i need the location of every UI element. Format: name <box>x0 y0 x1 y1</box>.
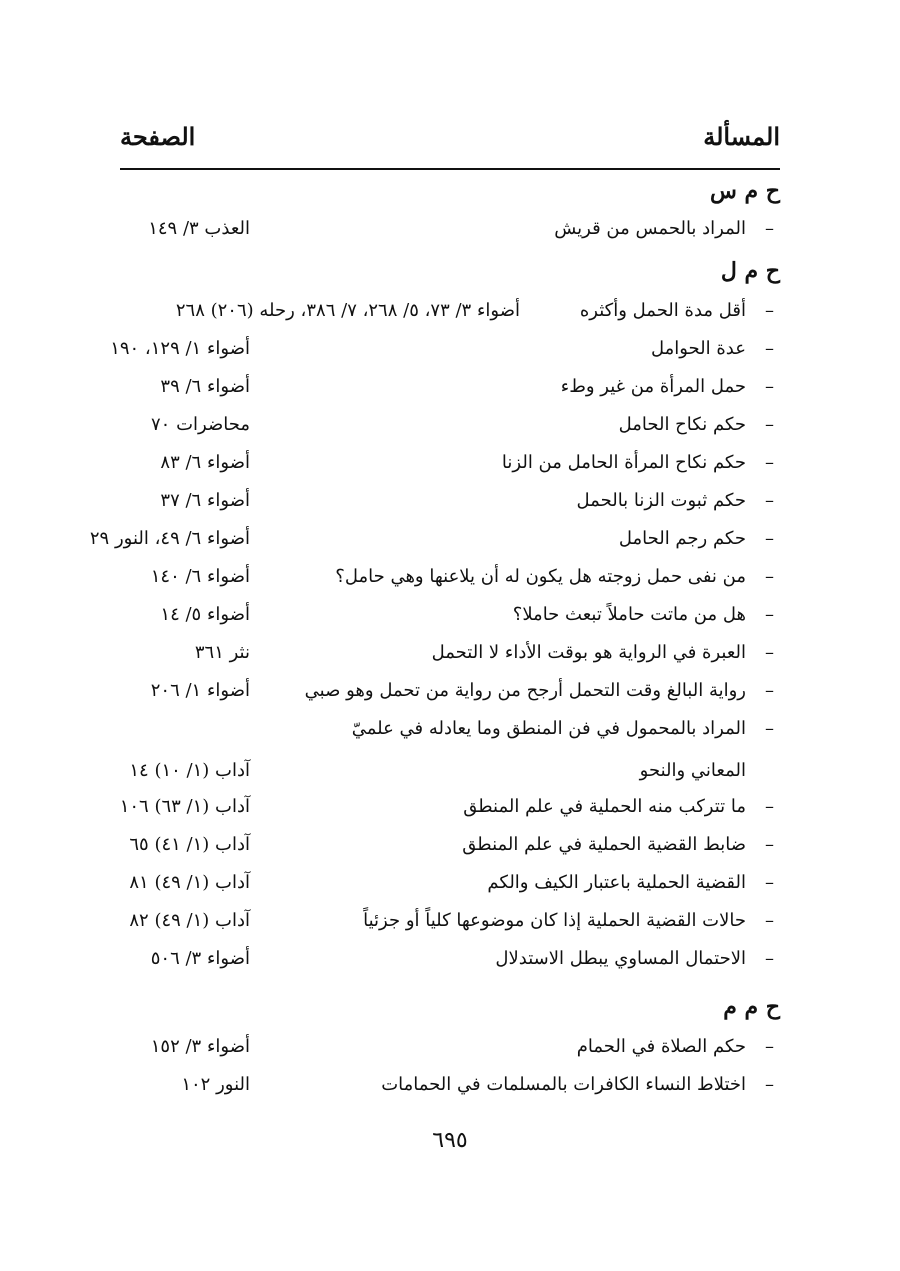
entry-text: حكم الصلاة في الحمام <box>576 1036 746 1057</box>
index-entry <box>120 1070 780 1100</box>
entry-dash: – <box>765 718 774 739</box>
index-entry <box>120 214 780 244</box>
entry-reference: أضواء ٣/ ٥٠٦ <box>150 948 250 969</box>
entry-dash: – <box>765 910 774 931</box>
entry-dash: – <box>765 642 774 663</box>
entry-reference: آداب (١/ ١٠) ١٤ <box>129 760 250 781</box>
entry-text: المراد بالحمس من قريش <box>554 218 746 239</box>
entry-dash: – <box>765 376 774 397</box>
section-heading: ح م س <box>710 178 780 204</box>
index-entry <box>120 906 780 936</box>
entry-reference: آداب (١/ ٤٩) ٨١ <box>129 872 250 893</box>
index-entry <box>120 1032 780 1062</box>
entry-dash: – <box>765 218 774 239</box>
section-heading: ح م ل <box>720 258 780 284</box>
index-entry <box>120 448 780 478</box>
entry-dash: – <box>765 1074 774 1095</box>
entry-reference: العذب ٣/ ١٤٩ <box>148 218 250 239</box>
index-entry <box>120 944 780 974</box>
issue-column-heading: المسألة <box>703 122 780 151</box>
entry-text: ضابط القضية الحملية في علم المنطق <box>462 834 746 855</box>
entry-reference: نثر ٣٦١ <box>194 642 250 663</box>
entry-text: حكم نكاح المرأة الحامل من الزنا <box>501 452 746 473</box>
entry-text: المراد بالمحمول في فن المنطق وما يعادله في علميّ <box>351 718 746 739</box>
entry-reference: أضواء ٦/ ٨٣ <box>160 452 250 473</box>
entry-dash: – <box>765 680 774 701</box>
entry-text: رواية البالغ وقت التحمل أرجح من رواية من تحمل وهو صبي <box>304 680 746 701</box>
index-entry <box>89 524 780 554</box>
index-entry <box>120 676 780 706</box>
entry-dash: – <box>765 834 774 855</box>
page-number: ٦٩٥ <box>432 1128 468 1153</box>
entry-text: حكم ثبوت الزنا بالحمل <box>576 490 746 511</box>
entry-dash: – <box>765 528 774 549</box>
entry-text: الاحتمال المساوي يبطل الاستدلال <box>495 948 746 969</box>
page-header <box>120 122 780 162</box>
entry-text: عدة الحوامل <box>650 338 746 359</box>
index-entry <box>120 410 780 440</box>
entry-dash: – <box>765 338 774 359</box>
entry-reference: آداب (١/ ٦٣) ١٠٦ <box>119 796 250 817</box>
entry-reference: أضواء ١/ ٢٠٦ <box>150 680 250 701</box>
entry-text: هل من ماتت حاملاً تبعث حاملا؟ <box>512 604 746 625</box>
index-entry <box>120 600 780 630</box>
entry-text: اختلاط النساء الكافرات بالمسلمات في الحمامات <box>381 1074 746 1095</box>
index-entry <box>120 830 780 860</box>
entry-reference: آداب (١/ ٤١) ٦٥ <box>129 834 250 855</box>
entry-continuation: المعاني والنحو <box>639 760 746 781</box>
index-entry <box>120 868 780 898</box>
index-entry <box>120 486 780 516</box>
entry-reference: أضواء ٦/ ٣٩ <box>160 376 250 397</box>
entry-reference: آداب (١/ ٤٩) ٨٢ <box>129 910 250 931</box>
entry-reference: أضواء ٣/ ١٥٢ <box>150 1036 250 1057</box>
entry-reference: أضواء ٥/ ١٤ <box>160 604 250 625</box>
entry-reference: أضواء ٣/ ٧٣، ٥/ ٢٦٨، ٧/ ٣٨٦، رحله (٢٠٦) ٢٦٨ <box>175 300 520 321</box>
entry-dash: – <box>765 796 774 817</box>
index-entry <box>110 334 780 364</box>
entry-dash: – <box>765 566 774 587</box>
index-entry <box>120 296 780 326</box>
entry-dash: – <box>765 414 774 435</box>
entry-dash: – <box>765 452 774 473</box>
entry-text: ما تتركب منه الحملية في علم المنطق <box>463 796 746 817</box>
entry-reference: محاضرات ٧٠ <box>151 414 250 435</box>
header-rule <box>120 168 780 170</box>
entry-text: القضية الحملية باعتبار الكيف والكم <box>487 872 746 893</box>
index-entry <box>120 638 780 668</box>
entry-dash: – <box>765 1036 774 1057</box>
entry-dash: – <box>765 604 774 625</box>
entry-text: حكم رجم الحامل <box>618 528 746 549</box>
entry-dash: – <box>765 490 774 511</box>
entry-text: العبرة في الرواية هو بوقت الأداء لا التحمل <box>431 642 746 663</box>
index-entry <box>120 714 780 744</box>
entry-text: حكم نكاح الحامل <box>618 414 746 435</box>
entry-text: حالات القضية الحملية إذا كان موضوعها كلياً أو جزئياً <box>363 910 746 931</box>
entry-reference: أضواء ١/ ١٢٩، ١٩٠ <box>110 338 250 359</box>
index-entry <box>120 372 780 402</box>
entry-text: حمل المرأة من غير وطء <box>560 376 746 397</box>
entry-reference: النور ١٠٢ <box>181 1074 250 1095</box>
index-entry <box>120 792 780 822</box>
entry-reference: أضواء ٦/ ٤٩، النور ٢٩ <box>89 528 250 549</box>
page-column-heading: الصفحة <box>120 122 196 151</box>
section-heading: ح م م <box>723 994 780 1020</box>
entry-dash: – <box>765 300 774 321</box>
entry-text: أقل مدة الحمل وأكثره <box>579 300 746 321</box>
entry-text: من نفى حمل زوجته هل يكون له أن يلاعنها وهي حامل؟ <box>335 566 746 587</box>
entry-dash: – <box>765 948 774 969</box>
entry-reference: أضواء ٦/ ١٤٠ <box>150 566 250 587</box>
entry-reference: أضواء ٦/ ٣٧ <box>160 490 250 511</box>
entry-dash: – <box>765 872 774 893</box>
index-entry <box>120 562 780 592</box>
